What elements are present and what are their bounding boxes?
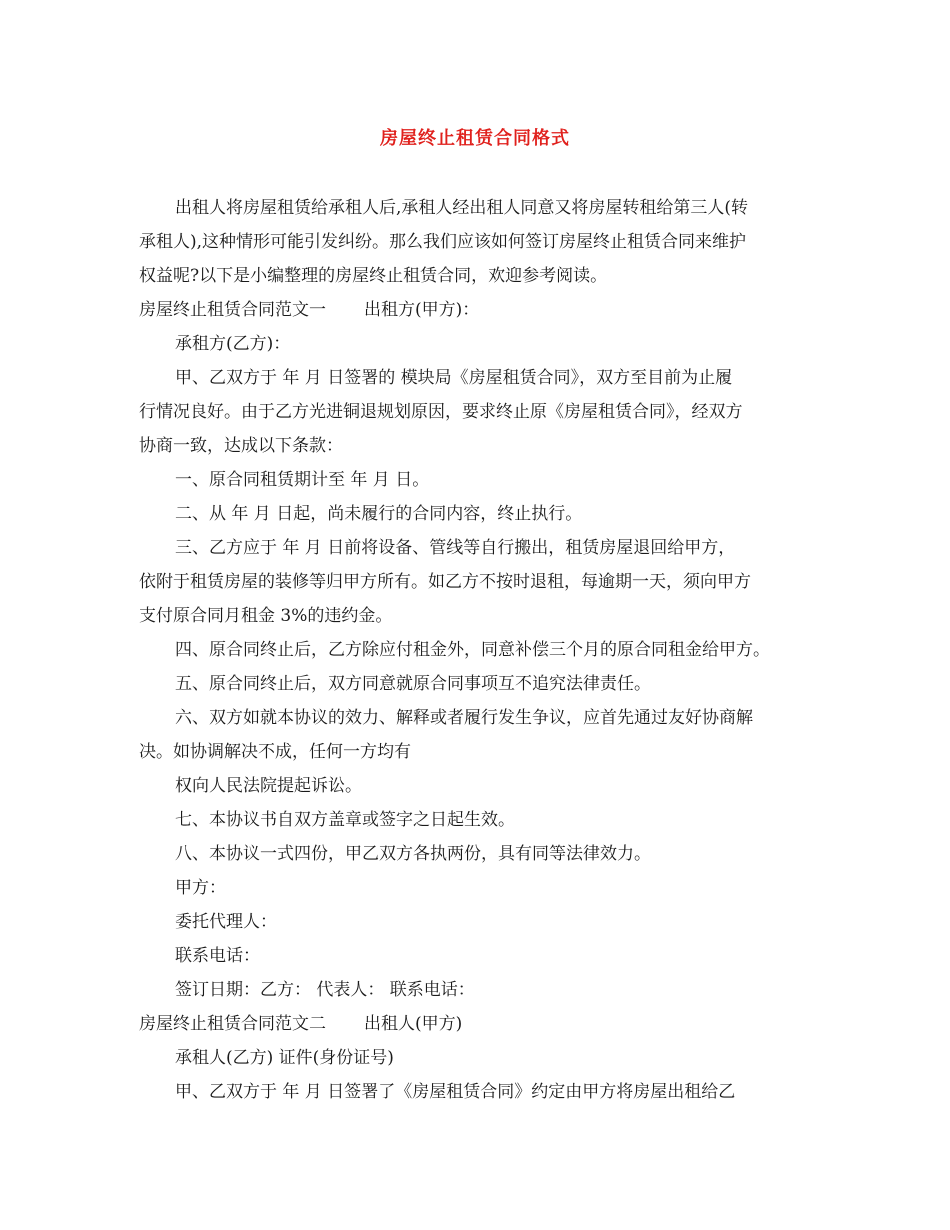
- document-body: [139, 191, 819, 1109]
- section-heading-line: [139, 293, 819, 327]
- paragraph-line: 二、从 年 月 日起，尚未履行的合同内容，终止执行。: [175, 504, 583, 524]
- paragraph-line: 协商一致，达成以下条款：: [139, 436, 343, 456]
- paragraph-line: 七、本协议书自双方盖章或签字之日起生效。: [175, 810, 515, 830]
- section-heading-line: [139, 1007, 819, 1041]
- party-label: 出租方(甲方)：: [364, 300, 480, 320]
- paragraph-line: 支付原合同月租金 3%的违约金。: [139, 606, 393, 626]
- paragraph-line: 六、双方如就本协议的效力、解释或者履行发生争议，应首先通过友好协商解: [175, 708, 753, 728]
- paragraph-line: 甲方：: [175, 878, 226, 898]
- paragraph-line: 承租方(乙方)：: [175, 334, 291, 354]
- paragraph-line: 权向人民法院提起诉讼。: [175, 776, 362, 796]
- paragraph-line: 甲、乙双方于 年 月 日签署了《房屋租赁合同》约定由甲方将房屋出租给乙: [175, 1082, 736, 1102]
- paragraph-line: 承租人),这种情形可能引发纠纷。那么我们应该如何签订房屋终止租赁合同来维护: [139, 232, 747, 252]
- paragraph-line: 权益呢?以下是小编整理的房屋终止租赁合同，欢迎参考阅读。: [139, 266, 608, 286]
- paragraph-line: 八、本协议一式四份，甲乙双方各执两份，具有同等法律效力。: [175, 844, 651, 864]
- paragraph-line: 依附于租赁房屋的装修等归甲方所有。如乙方不按时退租，每逾期一天，须向甲方: [139, 572, 751, 592]
- paragraph-line: 四、原合同终止后，乙方除应付租金外，同意补偿三个月的原合同租金给甲方。: [175, 640, 770, 660]
- paragraph-line: 出租人将房屋租赁给承租人后,承租人经出租人同意又将房屋转租给第三人(转: [175, 198, 749, 218]
- section-heading: 房屋终止租赁合同范文二: [139, 1014, 326, 1034]
- paragraph-line: 决。如协调解决不成，任何一方均有: [139, 742, 411, 762]
- section-heading: 房屋终止租赁合同范文一: [139, 300, 326, 320]
- paragraph-line: 行情况良好。由于乙方光进铜退规划原因，要求终止原《房屋租赁合同》，经双方: [139, 402, 743, 422]
- paragraph-line: 签订日期：乙方： 代表人： 联系电话：: [175, 980, 475, 1000]
- paragraph-line: 五、原合同终止后，双方同意就原合同事项互不追究法律责任。: [175, 674, 651, 694]
- document-title: 房屋终止租赁合同格式: [380, 128, 570, 149]
- paragraph-line: 三、乙方应于 年 月 日前将设备、管线等自行搬出，租赁房屋退回给甲方，: [175, 538, 736, 558]
- paragraph-line: 委托代理人：: [175, 912, 277, 932]
- paragraph-line: 联系电话：: [175, 946, 260, 966]
- paragraph-line: 一、原合同租赁期计至 年 月 日。: [175, 470, 430, 490]
- paragraph-line: 承租人(乙方) 证件(身份证号): [175, 1048, 394, 1068]
- party-label: 出租人(甲方): [364, 1014, 463, 1034]
- paragraph-line: 甲、乙双方于 年 月 日签署的 模块局《房屋租赁合同》，双方至目前为止履: [175, 368, 733, 388]
